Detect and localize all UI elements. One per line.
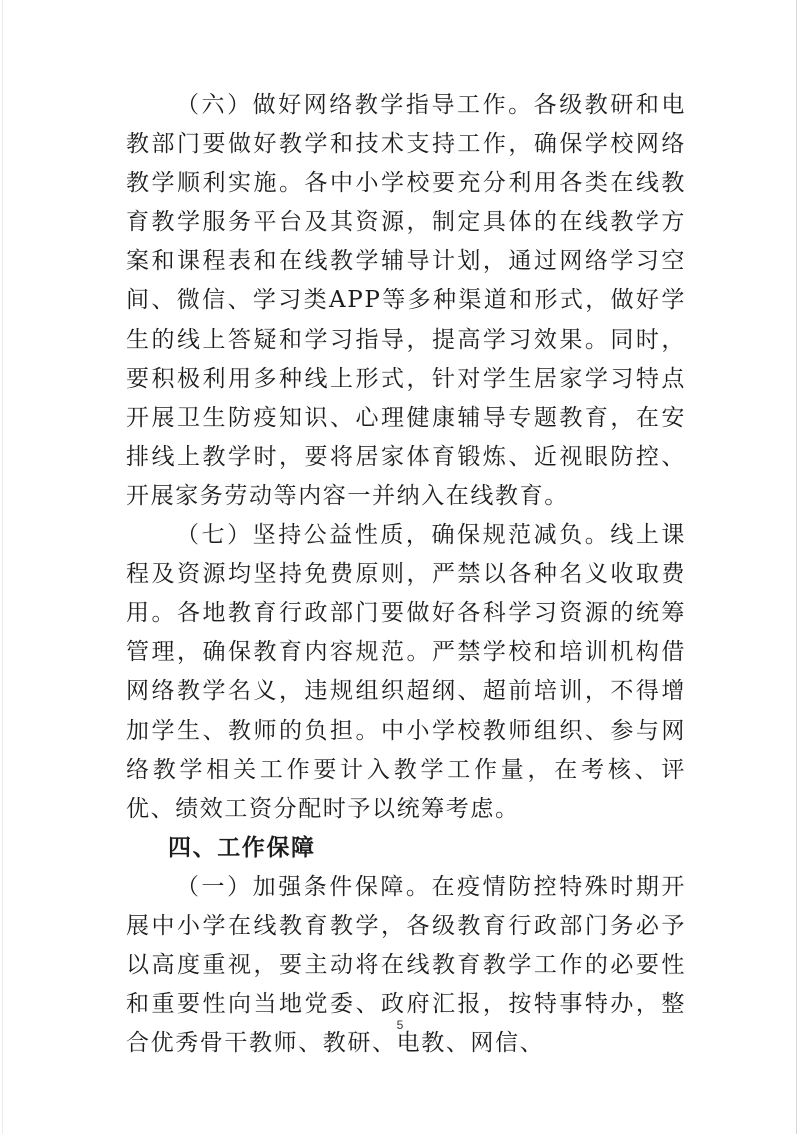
paragraph-seven-public-welfare: （七）坚持公益性质，确保规范减负。线上课程及资源均坚持免费原则，严禁以各种名义收取费用。各地教育行政部门要做好各科学习资源的统筹管理，确保教育内容规范。严禁学校和培训机构借网络教学名义，违规组织超纲、超前培训，不得增加学生、教师的负担。中小学校教师组织、参与网络教学相关工作要计入教学工作量，在考核、评优、绩效工资分配时予以统筹考虑。 [126, 522, 686, 822]
scan-right-edge [796, 0, 797, 1134]
paragraph-one-condition-guarantee: （一）加强条件保障。在疫情防控特殊时期开展中小学在线教育教学，各级教育行政部门务必予以高度重视，要主动将在线教育教学工作的必要性和重要性向当地党委、政府汇报，按特事特办，整合优秀骨干教师、教研、电教、网信、 [126, 873, 686, 1057]
scan-left-edge [2, 0, 3, 1134]
paragraph-six-network-teaching-guidance: （六）做好网络教学指导工作。各级教研和电教部门要做好教学和技术支持工作，确保学校网络教学顺利实施。各中小学校要充分利用各类在线教育教学服务平台及其资源，制定具体的在线教学方案和课程表和在线教学辅导计划，通过网络学习空间、微信、学习类APP等多种渠道和形式，做好学生的线上答疑和学习指导，提高学习效果。同时，要积极利用多种线上形式，针对学生居家学习特点开展卫生防疫知识、心理健康辅导专题教育，在安排线上教学时，要将居家体育锻炼、近视眼防控、开展家务劳动等内容一并纳入在线教育。 [126, 92, 686, 509]
document-body [126, 86, 686, 1063]
page-number: 5 [396, 1018, 404, 1032]
section-heading-work-guarantee: 四、工作保障 [168, 834, 316, 861]
